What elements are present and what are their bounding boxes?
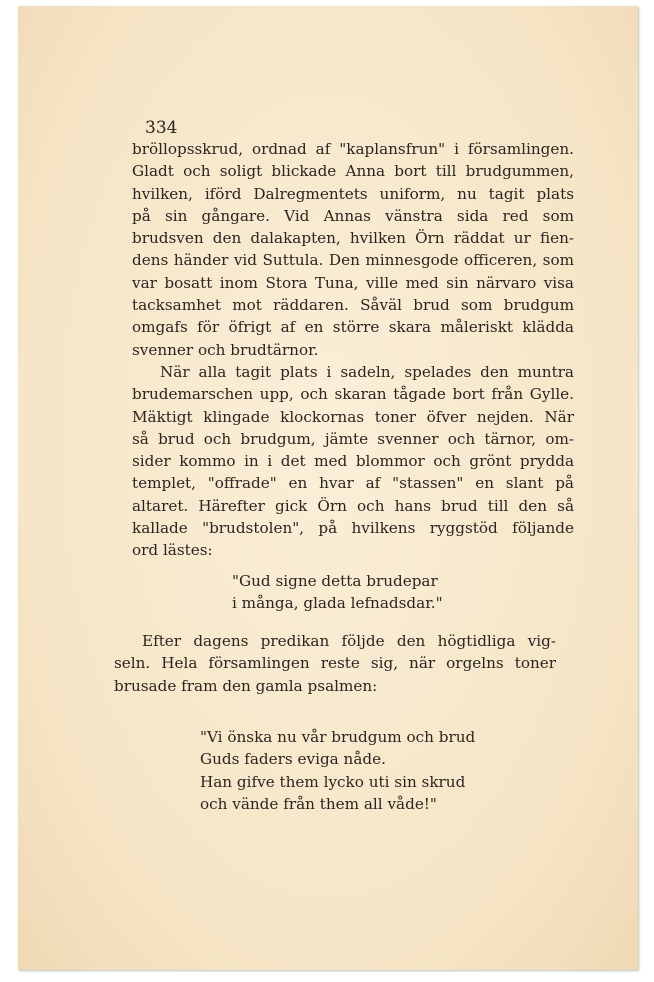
verse-line: och vände från them all våde!" [200, 794, 437, 813]
verse-2 [200, 726, 475, 815]
text-line: ord lästes: [132, 541, 213, 560]
paragraph-1 [132, 138, 574, 562]
text-line: Efter dagens predikan följde den högtidliga vig- [142, 632, 556, 650]
verse-1 [232, 570, 443, 615]
text-line: brudemarschen upp, och skaran tågade bort från Gylle. [132, 385, 574, 404]
verse-line: i många, glada lefnadsdar." [232, 594, 443, 613]
text-line: altaret. Härefter gick Örn och hans brud till den så [132, 496, 574, 515]
text-line: kallade "brudstolen", på hvilkens ryggstöd följande [132, 519, 574, 538]
text-line: brusade fram den gamla psalmen: [114, 676, 378, 695]
text-line: sider kommo in i det med blommor och grönt prydda [132, 452, 574, 471]
verse-line: "Vi önska nu vår brudgum och brud [200, 728, 476, 746]
verse-line: Han gifve them lycko uti sin skrud [200, 772, 466, 791]
text-line: Mäktigt klingade klockornas toner öfver nejden. När [132, 407, 574, 426]
text-line: hvilken, iförd Dalregmentets uniform, nu tagit plats [132, 184, 574, 203]
text-line: dens händer vid Suttula. Den minnesgode officeren, som [132, 251, 574, 270]
text-line: svenner och brudtärnor. [132, 340, 319, 359]
page-number: 334 [145, 118, 178, 138]
text-line: seln. Hela församlingen reste sig, när orgelns toner [114, 654, 556, 673]
verse-line: "Gud signe detta brudepar [232, 572, 438, 590]
text-line: så brud och brudgum, jämte svenner och tärnor, om- [132, 429, 574, 448]
text-line: templet, "offrade" en hvar af "stassen" en slant på [132, 474, 574, 493]
text-line: omgafs för öfrigt af en större skara måleriskt klädda [132, 318, 574, 337]
paragraph-3 [114, 630, 556, 697]
text-line: tacksamhet mot räddaren. Såväl brud som brudgum [132, 296, 574, 315]
text-line: var bosatt inom Stora Tuna, ville med sin närvaro visa [132, 273, 574, 292]
text-line: brudsven den dalakapten, hvilken Örn räddat ur fien- [132, 229, 574, 248]
book-page [18, 6, 638, 970]
text-line: Gladt och soligt blickade Anna bort till brudgummen, [132, 162, 574, 181]
text-line: på sin gångare. Vid Annas vänstra sida red som [132, 206, 574, 225]
text-line: bröllopsskrud, ordnad af "kaplansfrun" i församlingen. [132, 140, 574, 158]
verse-line: Guds faders eviga nåde. [200, 750, 386, 769]
text-line: När alla tagit plats i sadeln, spelades den muntra [160, 362, 574, 381]
